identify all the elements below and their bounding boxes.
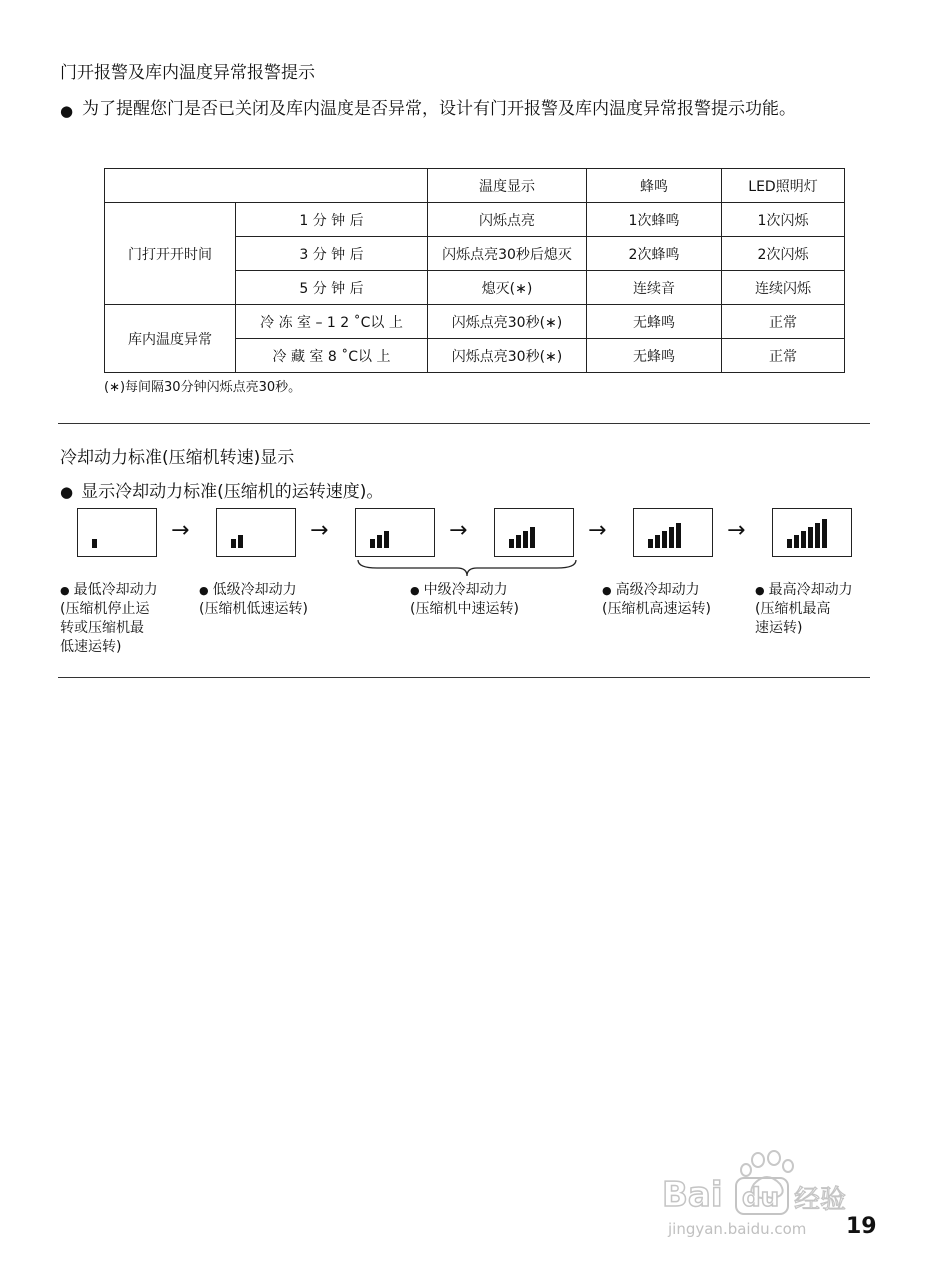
level-bar [509, 539, 514, 548]
table-cell: 2次闪烁 [722, 237, 845, 271]
level-bar [92, 539, 97, 548]
bullet-icon: ● [60, 584, 70, 597]
section-title-cooling: 冷却动力标准(压缩机转速)显示 [60, 448, 295, 468]
level-indicator-box [772, 508, 852, 557]
table-cell: 3 分 钟 后 [236, 237, 428, 271]
level-bar [523, 531, 528, 548]
svg-text:经验: 经验 [794, 1185, 847, 1215]
section-title-door-alarm: 门开报警及库内温度异常报警提示 [60, 63, 315, 83]
svg-text:Bai: Bai [662, 1175, 723, 1215]
section-divider [58, 423, 870, 424]
door-alarm-bullet-text: 为了提醒您门是否已关闭及库内温度是否异常，设计有门开报警及库内温度异常报警提示功能。 [82, 99, 796, 119]
right-arrow-icon: → [310, 518, 329, 543]
level-bar [530, 527, 535, 548]
level-bar [676, 523, 681, 548]
table-cell: 5 分 钟 后 [236, 271, 428, 305]
right-arrow-icon: → [727, 518, 746, 543]
table-cell: 正常 [722, 305, 845, 339]
cooling-description [60, 477, 383, 502]
level-indicator-box [77, 508, 157, 557]
level-bar [238, 535, 243, 548]
caption-text: 最低冷却动力 (压缩机停止运 转或压缩机最 低速运转) [60, 582, 158, 655]
table-cell: 闪烁点亮30秒后熄灭 [428, 237, 587, 271]
level-bars [370, 520, 389, 548]
level-indicator-box [355, 508, 435, 557]
table-header: 温度显示 [428, 169, 587, 203]
table-cell: 冷 藏 室 8 ˚C以 上 [236, 339, 428, 373]
table-cell: 熄灭(∗) [428, 271, 587, 305]
table-cell: 连续闪烁 [722, 271, 845, 305]
bullet-icon: ● [755, 584, 765, 597]
table-cell: 2次蜂鸣 [587, 237, 722, 271]
bullet-icon: ● [410, 584, 420, 597]
table-header-empty [105, 169, 428, 203]
level-bar [377, 535, 382, 548]
level-indicator-box [216, 508, 296, 557]
table-cell: 1次闪烁 [722, 203, 845, 237]
alarm-table [104, 168, 845, 373]
level-bar [516, 535, 521, 548]
svg-text:du: du [742, 1183, 780, 1213]
svg-text:jingyan.baidu.com: jingyan.baidu.com [668, 1220, 807, 1238]
level-bar [370, 539, 375, 548]
table-cell: 无蜂鸣 [587, 305, 722, 339]
bullet-icon: ● [60, 102, 74, 120]
brace-icon [357, 558, 577, 578]
level-bar [794, 535, 799, 548]
caption-level-highest [755, 581, 880, 638]
table-cell: 闪烁点亮 [428, 203, 587, 237]
table-cell: 冷 冻 室 – 1 2 ˚C以 上 [236, 305, 428, 339]
right-arrow-icon: → [588, 518, 607, 543]
baidu-watermark-logo [662, 1150, 862, 1242]
caption-level-lowest [60, 581, 190, 657]
table-cell: 1 分 钟 后 [236, 203, 428, 237]
section-divider [58, 677, 870, 678]
level-bars [231, 520, 243, 548]
caption-level-mid [410, 581, 570, 619]
bullet-icon: ● [199, 584, 209, 597]
table-row [105, 203, 845, 237]
level-bar [662, 531, 667, 548]
table-row [105, 305, 845, 339]
level-bar [655, 535, 660, 548]
table-footnote: (∗)每间隔30分钟闪烁点亮30秒。 [104, 380, 302, 395]
table-cell: 1次蜂鸣 [587, 203, 722, 237]
right-arrow-icon: → [171, 518, 190, 543]
level-bars [509, 520, 535, 548]
level-bar [787, 539, 792, 548]
table-header: LED照明灯 [722, 169, 845, 203]
level-bars [787, 520, 827, 548]
level-indicator-box [633, 508, 713, 557]
level-bars [92, 520, 97, 548]
caption-text: 低级冷却动力 (压缩机低速运转) [199, 582, 308, 617]
level-bar [801, 531, 806, 548]
right-arrow-icon: → [449, 518, 468, 543]
level-bar [808, 527, 813, 548]
caption-text: 高级冷却动力 (压缩机高速运转) [602, 582, 711, 617]
level-indicator-box [494, 508, 574, 557]
caption-level-high [602, 581, 757, 619]
table-cell: 正常 [722, 339, 845, 373]
level-bar [648, 539, 653, 548]
row-group-label: 门打开开时间 [105, 203, 236, 305]
row-group-label: 库内温度异常 [105, 305, 236, 373]
page-number: 19 [846, 1214, 877, 1239]
level-bars [648, 520, 681, 548]
level-bar [822, 519, 827, 548]
table-cell: 闪烁点亮30秒(∗) [428, 339, 587, 373]
caption-text: 最高冷却动力 (压缩机最高 速运转) [755, 582, 853, 636]
table-header: 蜂鸣 [587, 169, 722, 203]
caption-level-low [199, 581, 349, 619]
level-bar [815, 523, 820, 548]
level-bar [669, 527, 674, 548]
bullet-icon: ● [602, 584, 612, 597]
level-bar [384, 531, 389, 548]
table-cell: 连续音 [587, 271, 722, 305]
table-cell: 闪烁点亮30秒(∗) [428, 305, 587, 339]
bullet-icon: ● [60, 483, 74, 501]
cooling-bullet-text: 显示冷却动力标准(压缩机的运转速度)。 [81, 482, 384, 502]
table-cell: 无蜂鸣 [587, 339, 722, 373]
level-bar [231, 539, 236, 548]
caption-text: 中级冷却动力 (压缩机中速运转) [410, 582, 519, 617]
